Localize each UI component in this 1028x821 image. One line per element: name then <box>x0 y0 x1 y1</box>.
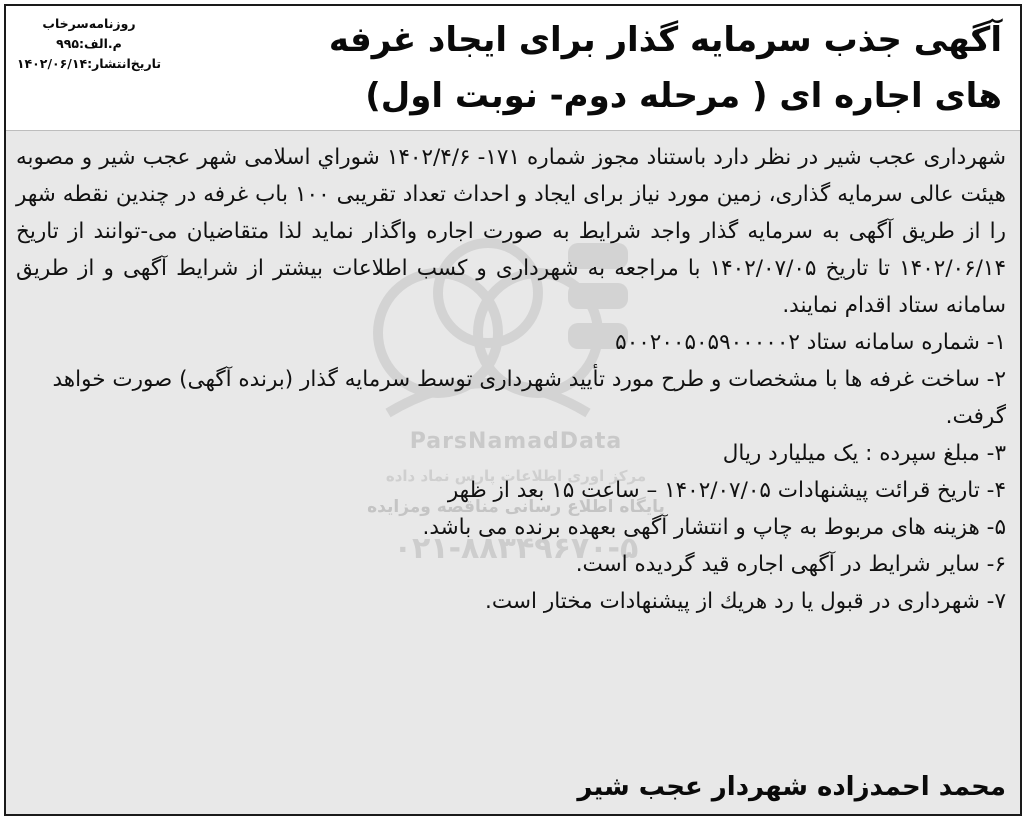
advertisement-notice <box>4 4 1022 816</box>
title-line-2: های اجاره ای ( مرحله دوم- نوبت اول) <box>365 76 1002 116</box>
notice-body <box>6 130 1020 816</box>
intro-paragraph: شهرداری عجب شیر در نظر دارد باستناد مجوز شماره ۱۷۱- ۱۴۰۲/۴/۶ شوراي اسلامی شهر عجب شیر و مصوبه هیئت عالی سرمایه گذاری، زمین مورد نیاز برای ایجاد و احداث تعداد تقریبی ۱۰۰ باب غرفه در چندین نقطه شهر را از طریق آگهی به سرمایه گذار واجد شرایط به صورت اجاره واگذار نماید لذا متقاضیان می-توانند از تاریخ ۱۴۰۲/۰۶/۱۴ تا تاریخ ۱۴۰۲/۰۷/۰۵ با مراجعه به شهرداری و کسب اطلاعات بیشتر از شرایط آگهی و از طریق سامانه ستاد اقدام نمایند. <box>16 145 1007 318</box>
watermark-line-1: مرکز اوری اطلاعات پارس نماد داده <box>385 467 647 485</box>
publication-code: م.الف:۹۹۵ <box>56 36 122 51</box>
condition-item-6: ۶- سایر شرایط در آگهی اجاره قید گردیده است. <box>575 552 1006 577</box>
newspaper-name: روزنامه‌سرخاب <box>42 16 136 31</box>
publication-date: تاریخ‌انتشار:۱۴۰۲/۰۶/۱۴ <box>16 56 162 71</box>
condition-item-1: ۱- شماره سامانه ستاد ۵۰۰۲۰۰۵۰۵۹۰۰۰۰۰۲ <box>615 330 1006 355</box>
condition-item-2: ۲- ساخت غرفه ها با مشخصات و طرح مورد تأیید شهرداری توسط سرمایه گذار (برنده آگهی) صورت خواهد گرفت. <box>52 367 1006 429</box>
watermark-brand: ParsNamadData <box>409 429 623 454</box>
condition-item-3: ۳- مبلغ سپرده : یک میلیارد ریال <box>722 441 1006 466</box>
title-line-1: آگهی جذب سرمایه گذار برای ایجاد غرفه <box>328 20 1002 60</box>
condition-item-7: ۷- شهرداری در قبول یا رد هریك از پیشنهادات مختار است. <box>485 589 1006 614</box>
notice-header <box>6 6 1020 130</box>
condition-item-5: ۵- هزینه های مربوط به چاپ و انتشار آگهی بعهده برنده می باشد. <box>422 515 1006 540</box>
watermark-phone: ۰۲۱-۸۸۳۴۹۶۷۰-۵ <box>393 531 639 566</box>
signature: محمد احمدزاده شهردار عجب شیر <box>577 772 1006 802</box>
publication-info <box>14 14 164 74</box>
condition-item-4: ۴- تاریخ قرائت پیشنهادات ۱۴۰۲/۰۷/۰۵ – ساعت ۱۵ بعد از ظهر <box>447 478 1006 503</box>
watermark-line-2: پایگاه اطلاع رسانی مناقصه ومزایده <box>367 497 665 517</box>
notice-text <box>16 139 1006 620</box>
notice-title <box>142 12 1002 124</box>
